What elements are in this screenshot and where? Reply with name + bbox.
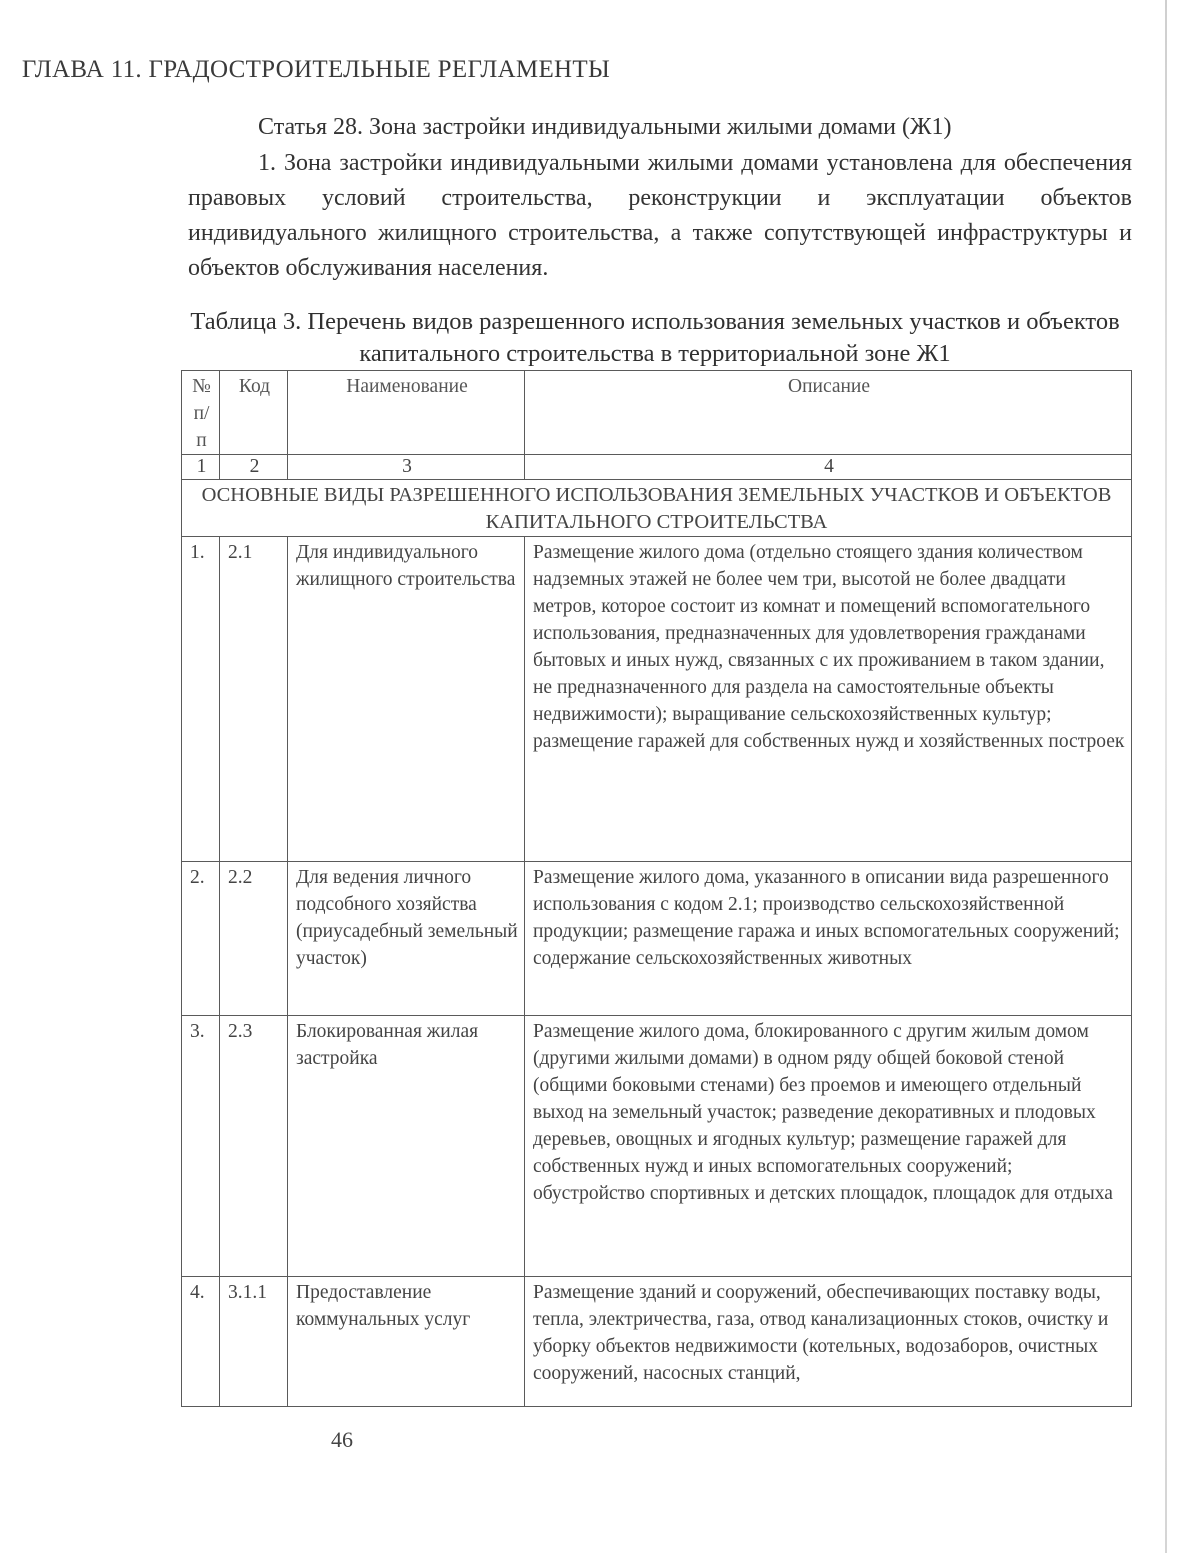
row-code: 2.2 bbox=[220, 862, 288, 1016]
page-number: 46 bbox=[331, 1427, 353, 1452]
column-number: 4 bbox=[525, 455, 1132, 480]
table-row bbox=[182, 1277, 1132, 1407]
row-description: Размещение жилого дома, указанного в описании вида разрешенного использования с кодом 2.1; производство сельскохозяйственной продукции; размещение гаража и иных вспомогательных сооружений; содержание сельскохозяйственных животных bbox=[525, 862, 1132, 1016]
row-name: Блокированная жилая застройка bbox=[288, 1016, 525, 1277]
header-description: Описание bbox=[525, 371, 1132, 455]
column-number-row bbox=[182, 455, 1132, 480]
chapter-title: ГЛАВА 11. ГРАДОСТРОИТЕЛЬНЫЕ РЕГЛАМЕНТЫ bbox=[21, 56, 611, 83]
section-row bbox=[182, 480, 1132, 537]
row-description: Размещение зданий и сооружений, обеспечивающих поставку воды, тепла, электричества, газа, отвод канализационных стоков, очистку и уборку объектов недвижимости (котельных, водозаборов, очистных сооружений, насосных станций, bbox=[525, 1277, 1132, 1407]
table-row bbox=[182, 1016, 1132, 1277]
row-number: 4. bbox=[182, 1277, 220, 1407]
table-header-row bbox=[182, 371, 1132, 455]
article-title: Статья 28. Зона застройки индивидуальными жилыми домами (Ж1) bbox=[258, 114, 952, 140]
column-number: 1 bbox=[182, 455, 220, 480]
row-number: 1. bbox=[182, 537, 220, 862]
column-number: 2 bbox=[220, 455, 288, 480]
row-name: Для индивидуального жилищного строительства bbox=[288, 537, 525, 862]
row-number: 2. bbox=[182, 862, 220, 1016]
row-name: Предоставление коммунальных услуг bbox=[288, 1277, 525, 1407]
scan-edge-line bbox=[1165, 0, 1167, 1553]
header-no: № п/п bbox=[182, 371, 220, 455]
table-row bbox=[182, 862, 1132, 1016]
row-description: Размещение жилого дома (отдельно стоящего здания количеством надземных этажей не более чем три, высотой не более двадцати метров, которое состоит из комнат и помещений вспомогательного использования, предназначенных для удовлетворения гражданами бытовых и иных нужд, связанных с их проживанием в таком здании, не предназначенного для раздела на самостоятельные объекты недвижимости); выращивание сельскохозяйственных культур; размещение гаражей для собственных нужд и хозяйственных построек bbox=[525, 537, 1132, 862]
row-code: 3.1.1 bbox=[220, 1277, 288, 1407]
row-code: 2.1 bbox=[220, 537, 288, 862]
row-name: Для ведения личного подсобного хозяйства (приусадебный земельный участок) bbox=[288, 862, 525, 1016]
column-number: 3 bbox=[288, 455, 525, 480]
table-caption: Таблица 3. Перечень видов разрешенного использования земельных участков и объектов капитального строительства в территориальной зоне Ж1 bbox=[190, 308, 1120, 367]
header-code: Код bbox=[220, 371, 288, 455]
row-code: 2.3 bbox=[220, 1016, 288, 1277]
header-name: Наименование bbox=[288, 371, 525, 455]
table-row bbox=[182, 537, 1132, 862]
row-number: 3. bbox=[182, 1016, 220, 1277]
permitted-use-table bbox=[181, 370, 1132, 1407]
paragraph-1: 1. Зона застройки индивидуальными жилыми домами установлена для обеспечения правовых условий строительства, реконструкции и эксплуатации объектов индивидуального жилищного строительства, а также сопутствующей инфраструктуры и объектов обслуживания населения. bbox=[188, 150, 1132, 281]
row-description: Размещение жилого дома, блокированного с другим жилым домом (другими жилыми домами) в одном ряду общей боковой стеной (общими боковыми стенами) без проемов и имеющего отдельный выход на земельный участок; разведение декоративных и плодовых деревьев, овощных и ягодных культур; размещение гаражей для собственных нужд и иных вспомогательных сооружений; обустройство спортивных и детских площадок, площадок для отдыха bbox=[525, 1016, 1132, 1277]
section-title: ОСНОВНЫЕ ВИДЫ РАЗРЕШЕННОГО ИСПОЛЬЗОВАНИЯ ЗЕМЕЛЬНЫХ УЧАСТКОВ И ОБЪЕКТОВ КАПИТАЛЬНОГО СТРОИТЕЛЬСТВА bbox=[182, 480, 1132, 537]
